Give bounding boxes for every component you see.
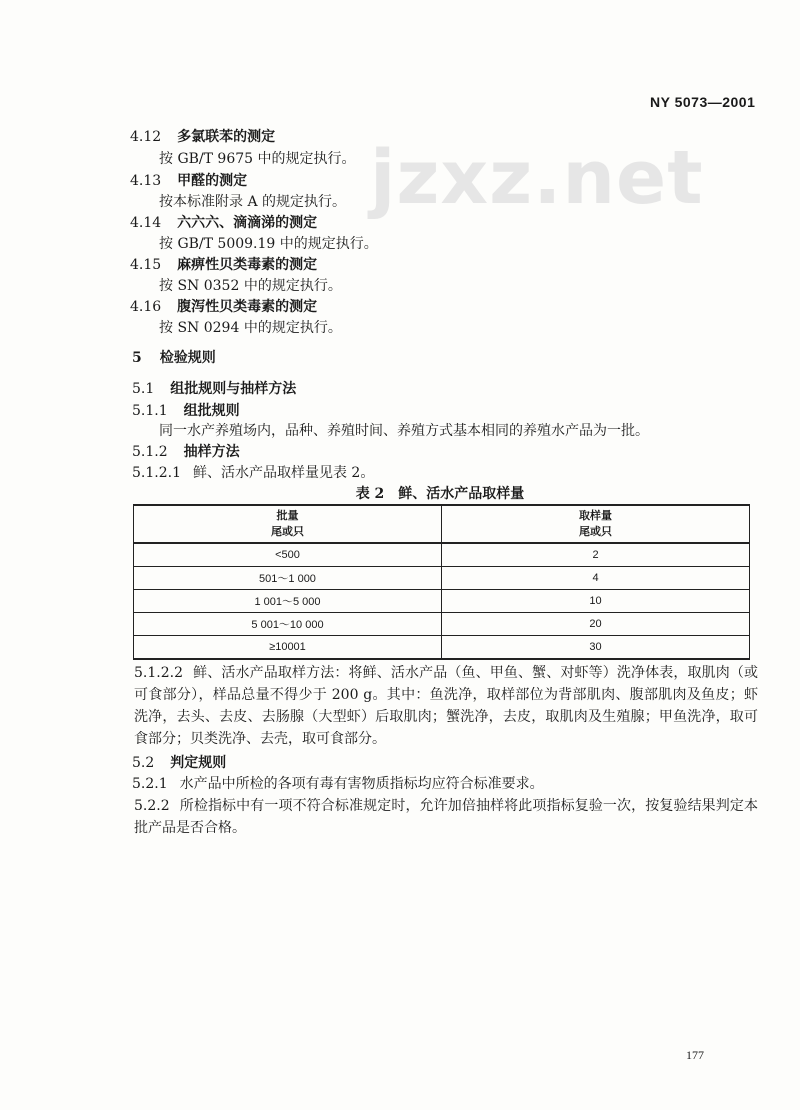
section-heading-4-12 [130,126,275,146]
section-number: 5.1 [132,381,155,397]
chapter-number: 5 [132,350,142,366]
section-number: 5.2.2 [134,798,170,814]
section-body-4-12: 按 GB/T 9675 中的规定执行。 [159,151,356,167]
table-cell: <500 [134,543,442,567]
section-number: 5.1.2.2 [134,665,183,681]
section-title: 甲醛的测定 [177,173,248,189]
page-number: 177 [686,1048,704,1062]
table-cell: 1 001～5 000 [134,590,442,613]
section-title: 麻痹性贝类毒素的测定 [177,257,318,273]
header-sample-size [442,505,750,543]
section-heading-5-1-1 [132,400,240,420]
table-caption: 表 2 鲜、活水产品取样量 [355,486,525,502]
chapter-title: 检验规则 [159,350,216,366]
section-number: 4.13 [130,173,162,189]
table-row [134,543,750,567]
standard-number: NY 5073—2001 [650,94,756,110]
section-body-5-1-1: 同一水产养殖场内，品种、养殖时间、养殖方式基本相同的养殖水产品为一批。 [159,423,649,439]
section-number: 5.1.2 [132,444,168,460]
table-cell: 501～1 000 [134,567,442,590]
section-body-4-14: 按 GB/T 5009.19 中的规定执行。 [159,236,378,252]
section-body: 水产品中所检的各项有毒有害物质指标均应符合标准要求。 [179,776,544,792]
section-title: 组批规则 [183,403,240,419]
header-line: 尾或只 [271,526,304,538]
section-number: 5.2.1 [132,776,168,792]
section-number: 4.15 [130,257,162,273]
section-number: 5.2 [132,755,155,771]
section-heading-5-1-2 [132,441,240,461]
table-cell: 5 001～10 000 [134,613,442,636]
section-5-1-2-2 [134,662,758,750]
section-heading-4-14 [130,212,317,232]
table-cell: 2 [442,543,750,567]
section-5-2-2 [134,795,758,839]
table-header-row [134,505,750,543]
section-heading-5-2 [132,752,226,772]
section-5-2-1 [132,773,544,793]
section-heading-4-15 [130,254,317,274]
section-body: 鲜、活水产品取样量见表 2。 [192,465,375,481]
section-body-4-13: 按本标准附录 A 的规定执行。 [159,194,347,210]
section-body-4-16: 按 SN 0294 中的规定执行。 [159,320,342,336]
section-body: 所检指标中有一项不符合标准规定时，允许加倍抽样将此项指标复验一次，按复验结果判定本批产品是否合格。 [134,798,758,836]
section-body-4-15: 按 SN 0352 中的规定执行。 [159,278,342,294]
section-heading-5-1 [132,378,296,398]
table-row [134,567,750,590]
section-number: 4.14 [130,215,162,231]
table-cell: 10 [442,590,750,613]
section-title: 判定规则 [170,755,227,771]
table-row [134,613,750,636]
table-cell: 30 [442,636,750,660]
table-cell: 20 [442,613,750,636]
section-number: 5.1.2.1 [132,465,181,481]
table-cell: ≥10001 [134,636,442,660]
section-title: 组批规则与抽样方法 [170,381,297,397]
section-body: 鲜、活水产品取样方法：将鲜、活水产品（鱼、甲鱼、蟹、对虾等）洗净体表，取肌肉（或可食部分），样品总量不得少于 200 g。其中：鱼洗净，取样部位为背部肌肉、腹部肌肉及鱼皮；虾洗净，去头、去皮、去肠腺（大型虾）后取肌肉；蟹洗净，去皮，取肌肉及生殖腺；甲鱼洗净，取可食部分；贝类洗净、去壳，取可食部分。 [134,665,758,747]
watermark: jzxz.net [370,135,704,221]
section-title: 腹泻性贝类毒素的测定 [177,299,318,315]
sampling-table [133,504,750,660]
section-number: 5.1.1 [132,403,168,419]
table-cell: 4 [442,567,750,590]
section-title: 多氯联苯的测定 [177,129,276,145]
header-line: 尾或只 [579,526,612,538]
header-line: 取样量 [579,510,612,522]
section-number: 4.12 [130,129,162,145]
section-heading-4-13 [130,170,247,190]
section-5-1-2-1 [132,462,374,482]
table-row [134,590,750,613]
section-heading-4-16 [130,296,317,316]
header-batch [134,505,442,543]
table-row [134,636,750,660]
section-title: 六六六、滴滴涕的测定 [177,215,318,231]
section-number: 4.16 [130,299,162,315]
header-line: 批量 [276,510,299,522]
section-title: 抽样方法 [183,444,240,460]
chapter-heading-5 [132,347,216,367]
